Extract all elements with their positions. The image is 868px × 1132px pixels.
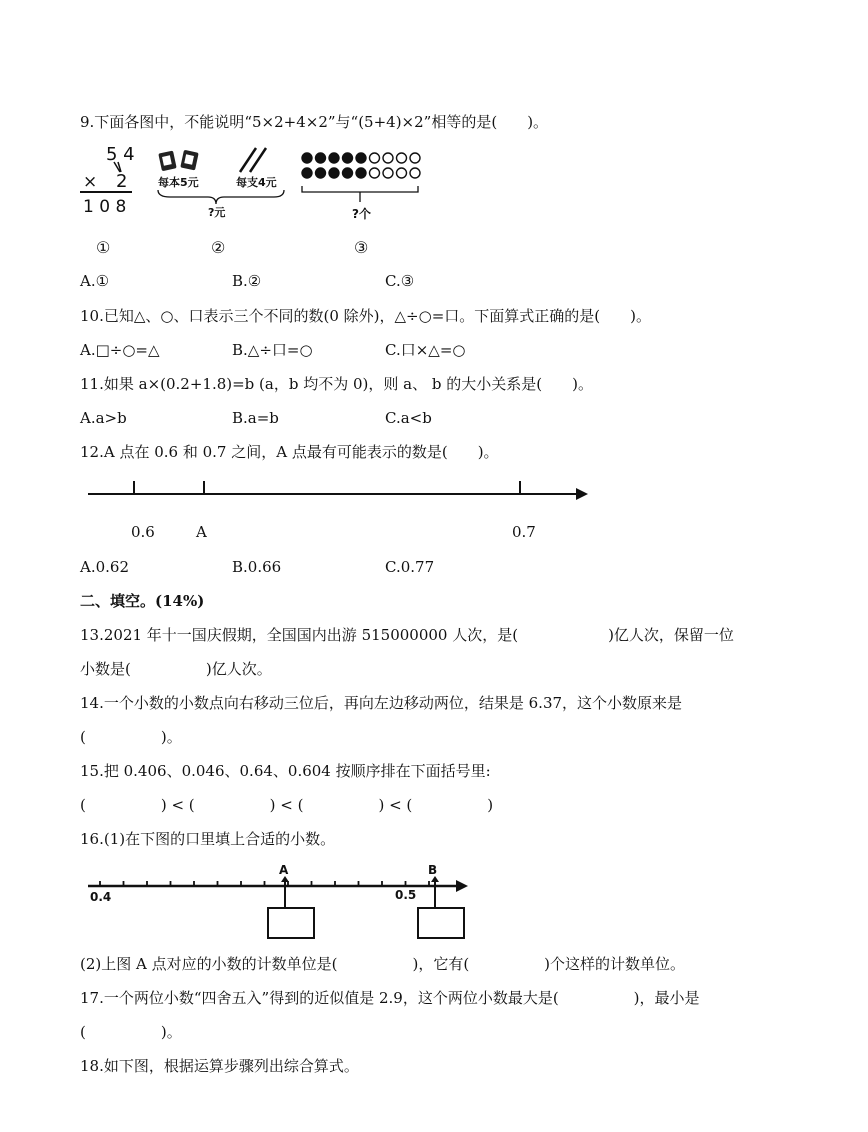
hollow-dot (397, 168, 407, 178)
q9-marker-1: ① (96, 238, 111, 257)
hollow-dot (410, 153, 420, 163)
q9-option-a: A.① (80, 272, 110, 290)
q12-option-b: B.0.66 (232, 558, 282, 576)
q9-marker-3: ③ (354, 238, 369, 257)
q9-fig2-label2: 每支4元 (236, 176, 277, 189)
hollow-dot (370, 168, 380, 178)
q11-option-c: C.a<b (385, 409, 432, 427)
q14-line2: ( )。 (80, 728, 182, 746)
q9-figure-3 (302, 153, 420, 178)
filled-dot (329, 153, 339, 163)
q13-line2: 小数是( )亿人次。 (80, 660, 272, 678)
q12-option-c: C.0.77 (385, 558, 435, 576)
q9-option-c: C.③ (385, 272, 415, 290)
filled-dot (316, 168, 326, 178)
section-title: 二、填空。(14%) (80, 592, 205, 610)
filled-dot (343, 168, 353, 178)
hollow-dot (383, 153, 393, 163)
q16-label-b: B (428, 863, 438, 877)
q9-figure-2 (158, 148, 284, 219)
q9-figures (78, 142, 438, 227)
q12-label-07: 0.7 (512, 523, 536, 541)
q12-text: 12.A 点在 0.6 和 0.7 之间，A 点最有可能表示的数是( )。 (80, 443, 499, 461)
q10-option-b: B.△÷口=○ (232, 341, 313, 359)
q9-fig1-top: 5 4 (106, 144, 135, 165)
q9-text: 9.下面各图中，不能说明“5×2+4×2”与“(5+4)×2”相等的是( )。 (80, 113, 549, 131)
q9-fig1-mul: × (83, 172, 98, 192)
q17-line2: ( )。 (80, 1023, 182, 1041)
q16-label-a: A (279, 863, 289, 877)
q18-text: 18.如下图，根据运算步骤列出综合算式。 (80, 1057, 359, 1075)
q11-option-a: A.a>b (80, 409, 127, 427)
q9-marker-2: ② (211, 238, 226, 257)
q15-line1: 15.把 0.406、0.046、0.64、0.604 按顺序排在下面括号里: (80, 762, 491, 780)
hollow-dot (383, 168, 393, 178)
q17-line1: 17.一个两位小数“四舍五入”得到的近似值是 2.9，这个两位小数最大是( )，最小是 (80, 989, 700, 1007)
q9-fig2-label1: 每本5元 (158, 176, 199, 189)
q11-text: 11.如果 a×(0.2+1.8)=b (a，b 均不为 0)，则 a、 b 的大小关系是( )。 (80, 375, 593, 393)
q13-line1: 13.2021 年十一国庆假期，全国国内出游 515000000 人次，是( )亿人次，保留一位 (80, 626, 734, 644)
q10-option-c: C.口×△=○ (385, 341, 466, 359)
q15-line2: ( ) < ( ) < ( ) < ( ) (80, 796, 494, 814)
hollow-dot (410, 168, 420, 178)
q9-fig1-bottom: 2 (116, 171, 128, 192)
q16-number-line (80, 858, 480, 943)
hollow-dot (397, 153, 407, 163)
hollow-dot (370, 153, 380, 163)
q12-label-06: 0.6 (131, 523, 155, 541)
filled-dot (343, 153, 353, 163)
q16-line1: 16.(1)在下图的口里填上合适的小数。 (80, 830, 336, 848)
q14-line1: 14.一个小数的小数点向右移动三位后，再向左边移动两位，结果是 6.37，这个小数原来是 (80, 694, 683, 712)
q16-box-b[interactable] (418, 908, 464, 938)
q9-option-b: B.② (232, 272, 262, 290)
filled-dot (302, 168, 312, 178)
q10-text: 10.已知△、○、口表示三个不同的数(0 除外)，△÷○=口。下面算式正确的是( )。 (80, 307, 651, 325)
q12-option-a: A.0.62 (80, 558, 129, 576)
q16-label-05: 0.5 (395, 888, 417, 902)
q9-figure-1 (80, 144, 135, 217)
q9-fig2-question: ?元 (208, 206, 226, 219)
filled-dot (329, 168, 339, 178)
pen-icon (240, 148, 266, 172)
filled-dot (356, 153, 366, 163)
q11-option-b: B.a=b (232, 409, 279, 427)
q9-fig1-result: 1 0 8 (83, 197, 127, 217)
q12-label-a: A (196, 523, 207, 541)
q9-fig3-question: ?个 (352, 207, 371, 221)
filled-dot (302, 153, 312, 163)
filled-dot (316, 153, 326, 163)
book-icon (158, 150, 198, 172)
q12-number-line (80, 475, 600, 505)
q16-box-a[interactable] (268, 908, 314, 938)
q16-label-04: 0.4 (90, 890, 112, 904)
filled-dot (356, 168, 366, 178)
q16-line2: (2)上图 A 点对应的小数的计数单位是( )，它有( )个这样的计数单位。 (80, 955, 686, 973)
q10-option-a: A.□÷○=△ (80, 341, 160, 359)
